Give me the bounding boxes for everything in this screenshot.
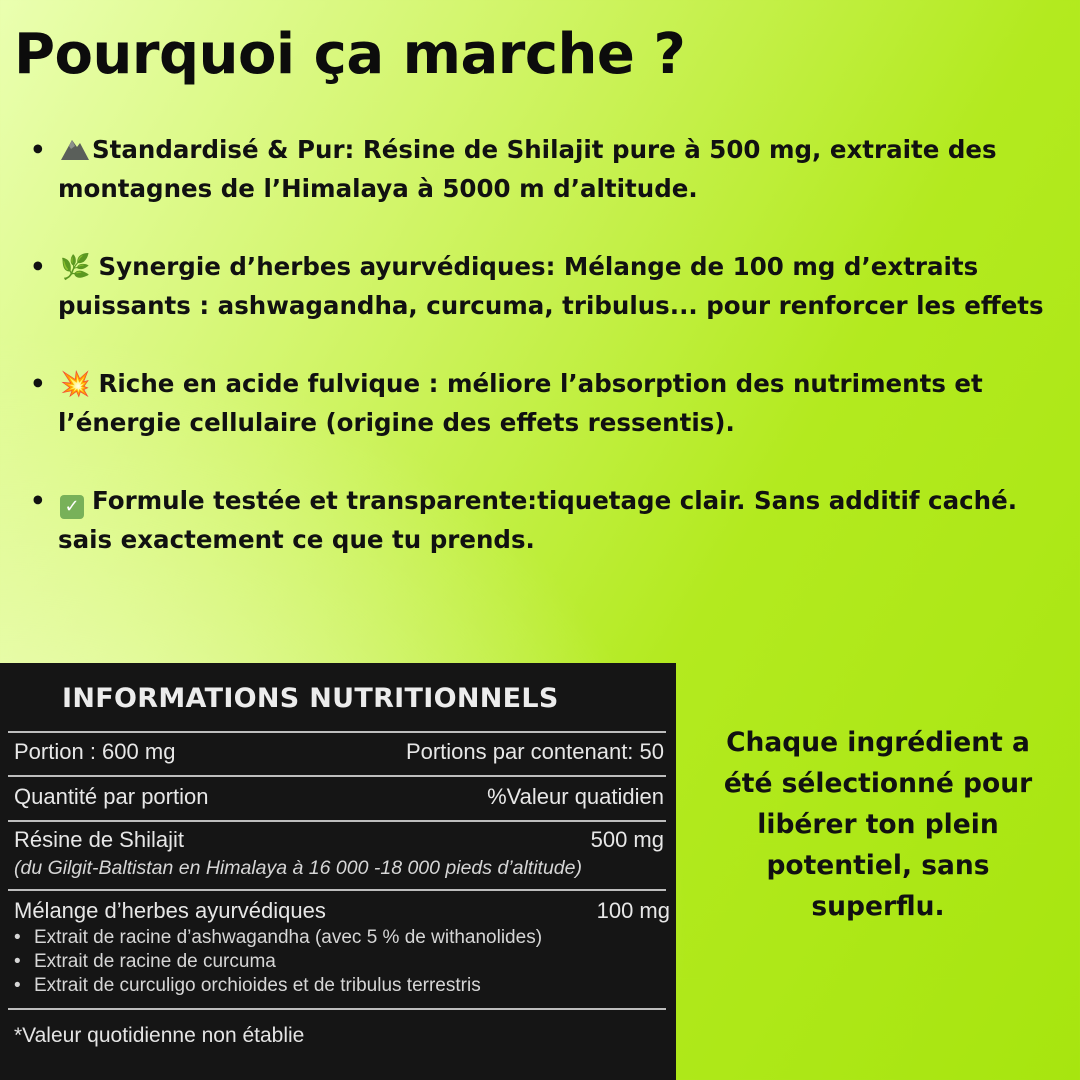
- benefit-line1: Standardisé & Pur: Résine de Shilajit pure à 500 mg, extraite des: [92, 135, 997, 164]
- side-line: potentiel, sans: [766, 850, 990, 881]
- shilajit-origin: (du Gilgit-Baltistan en Himalaya à 16 000 -18 000 pieds d’altitude): [14, 857, 582, 879]
- benefit-line2: puissants : ashwagandha, curcuma, tribulus... pour renforcer les effets: [58, 291, 1044, 320]
- benefit-line1: Riche en acide fulvique : méliore l’absorption des nutriments et: [98, 369, 983, 398]
- check-icon: ✓: [60, 495, 84, 519]
- footnote: *Valeur quotidienne non établie: [14, 1024, 305, 1047]
- divider: [8, 731, 666, 733]
- shilajit-row: [14, 827, 664, 853]
- side-line: superflu.: [811, 891, 945, 922]
- side-line: été sélectionné pour: [723, 768, 1033, 799]
- quantity-label: Quantité par portion: [14, 784, 209, 809]
- benefit-line1: Synergie d’herbes ayurvédiques: Mélange de 100 mg d’extraits: [98, 252, 979, 281]
- collision-icon: 💥: [60, 369, 91, 398]
- side-line: Chaque ingrédient a: [726, 727, 1030, 758]
- daily-value-label: %Valeur quatidien: [487, 784, 664, 809]
- herbs-row: [14, 898, 670, 924]
- divider: [8, 775, 666, 777]
- shilajit-amount: 500 mg: [590, 827, 664, 852]
- nutrition-title: INFORMATIONS NUTRITIONNELS: [62, 683, 559, 714]
- herb-item: • Extrait de racine d’ashwagandha (avec 5 % de withanolides): [14, 927, 543, 948]
- divider: [8, 820, 666, 822]
- bullet-dot: •: [30, 252, 46, 281]
- divider: [8, 889, 666, 891]
- portions-per-container: Portions par contenant: 50: [405, 739, 664, 764]
- shilajit-name: Résine de Shilajit: [14, 827, 184, 852]
- benefit-line2: montagnes de l’Himalaya à 5000 m d’altitude.: [58, 174, 698, 203]
- benefit-line2: l’énergie cellulaire (origine des effets ressentis).: [58, 408, 735, 437]
- side-statement: [700, 722, 1056, 927]
- benefit-line1: Formule testée et transparente:tiquetage clair. Sans additif caché.: [92, 486, 1017, 515]
- mountain-icon: [60, 137, 90, 161]
- herbs-name: Mélange d’herbes ayurvédiques: [14, 898, 326, 923]
- side-line: libérer ton plein: [757, 809, 999, 840]
- herb-icon: 🌿: [60, 252, 91, 281]
- portion-row: [14, 739, 664, 765]
- herbs-amount: 100 mg: [596, 898, 670, 923]
- bullet-dot: •: [30, 486, 46, 515]
- benefit-line2: sais exactement ce que tu prends.: [58, 525, 535, 554]
- page-title: Pourquoi ça marche ?: [14, 22, 686, 87]
- herb-item: • Extrait de curculigo orchioides et de tribulus terrestris: [14, 975, 481, 996]
- nutrition-panel: [0, 663, 676, 1080]
- bullet-dot: •: [30, 369, 46, 398]
- divider: [8, 1008, 666, 1010]
- quantity-row: [14, 784, 664, 810]
- herb-item: • Extrait de racine de curcuma: [14, 951, 276, 972]
- bullet-dot: •: [30, 135, 46, 164]
- portion-label: Portion : 600 mg: [14, 739, 176, 764]
